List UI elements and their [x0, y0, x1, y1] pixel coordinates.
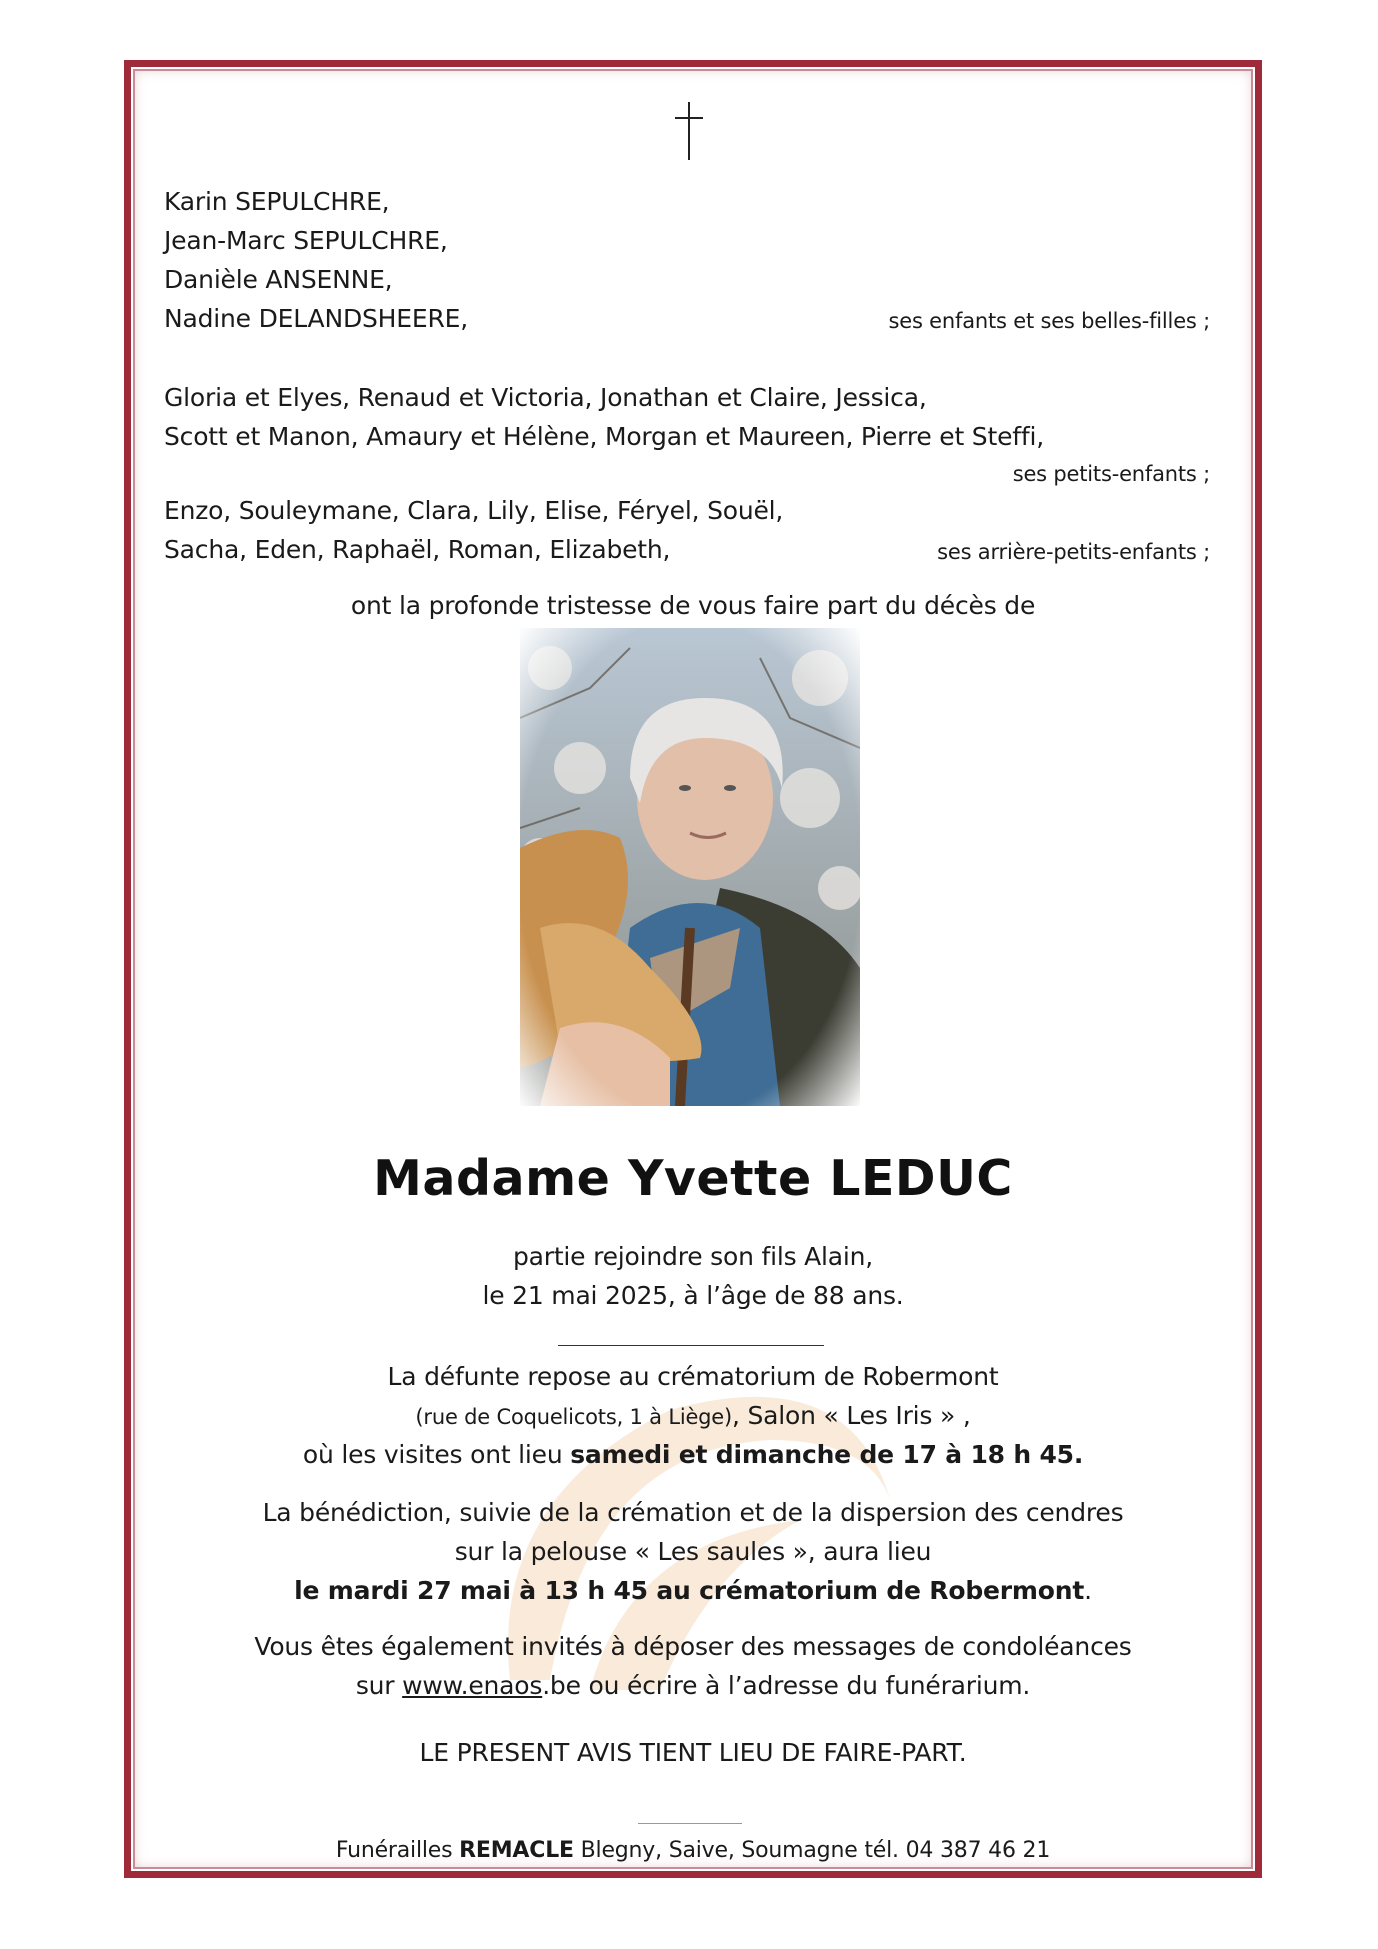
family-child: Karin SEPULCHRE, [164, 187, 390, 216]
announcement: ont la profonde tristesse de vous faire part du décès de [350, 591, 1036, 620]
enaos-link[interactable]: www.enaos [402, 1671, 543, 1700]
family-child: Jean-Marc SEPULCHRE, [164, 226, 448, 255]
great-grandchildren-line: Sacha, Eden, Raphaël, Roman, Elizabeth, [164, 535, 671, 564]
ceremony-date-end: . [1084, 1576, 1092, 1605]
footer-brand: REMACLE [459, 1838, 574, 1863]
visit-hours-line [124, 1436, 1262, 1474]
condolences-prefix: sur [355, 1671, 403, 1700]
detail-line: partie rejoindre son fils Alain, [512, 1242, 874, 1271]
ceremony-date-line [124, 1572, 1262, 1610]
portrait-photo [520, 628, 860, 1106]
great-grandchildren-line: Enzo, Souleymane, Clara, Lily, Elise, Féryel, Souël, [164, 496, 784, 525]
grandchildren-line: Gloria et Elyes, Renaud et Victoria, Jonathan et Claire, Jessica, [164, 383, 927, 412]
notice: LE PRESENT AVIS TIENT LIEU DE FAIRE-PART. [419, 1738, 967, 1767]
ceremony-line: sur la pelouse « Les saules », aura lieu [454, 1537, 932, 1566]
footer-contact: Blegny, Saive, Soumagne tél. 04 387 46 21 [573, 1838, 1051, 1863]
visit-salon: , Salon « Les Iris » , [732, 1401, 971, 1430]
condolences-line: Vous êtes également invités à déposer des messages de condoléances [254, 1632, 1132, 1661]
footer-prefix: Funérailles [335, 1838, 460, 1863]
visit-address-line [124, 1397, 1262, 1436]
condolences-suffix: .be ou écrire à l’adresse du funérarium. [542, 1671, 1031, 1700]
great-grandchildren-label: ses arrière-petits-enfants ; [937, 540, 1210, 564]
ceremony-date: le mardi 27 mai à 13 h 45 au crématorium de Robermont [294, 1576, 1085, 1605]
grandchildren-line: Scott et Manon, Amaury et Hélène, Morgan et Maureen, Pierre et Steffi, [164, 422, 1044, 451]
divider [558, 1345, 824, 1346]
ceremony-line: La bénédiction, suivie de la crémation et de la dispersion des cendres [262, 1498, 1124, 1527]
visit-line: La défunte repose au crématorium de Robermont [387, 1362, 999, 1391]
family-child: Nadine DELANDSHEERE, [164, 304, 468, 333]
footer-divider [638, 1823, 742, 1824]
family-child: Danièle ANSENNE, [164, 265, 393, 294]
condolences-link-line [124, 1667, 1262, 1705]
detail-line: le 21 mai 2025, à l’âge de 88 ans. [482, 1281, 904, 1310]
visit-address: (rue de Coquelicots, 1 à Liège) [415, 1405, 733, 1429]
children-label: ses enfants et ses belles-filles ; [888, 309, 1210, 333]
grandchildren-label: ses petits-enfants ; [1012, 462, 1210, 486]
visit-hours: samedi et dimanche de 17 à 18 h 45. [570, 1440, 1084, 1469]
cross-icon [672, 102, 706, 160]
deceased-name: Madame Yvette LEDUC [373, 1150, 1013, 1207]
visit-hours-intro: où les visites ont lieu [302, 1440, 571, 1469]
footer [124, 1832, 1262, 1870]
